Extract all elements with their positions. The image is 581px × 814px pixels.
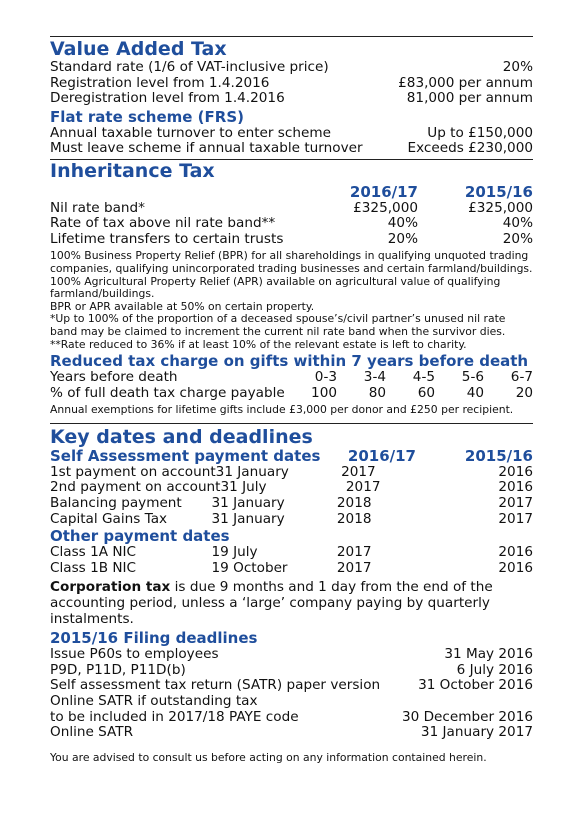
other-table bbox=[50, 545, 533, 576]
sa-table bbox=[50, 465, 533, 527]
filing-table bbox=[50, 647, 533, 741]
iht-row: Lifetime transfers to certain trusts 20% 20% bbox=[50, 230, 533, 247]
gifts-note: Annual exemptions for lifetime gifts include £3,000 per donor and £250 per recipient. bbox=[50, 403, 514, 417]
other-row: Class 1A NIC 19 July 2017 2016 bbox=[50, 544, 533, 561]
vat-title: Value Added Tax bbox=[50, 38, 227, 60]
filing-row: Self assessment tax return (SATR) paper version 31 October 2016 bbox=[50, 677, 533, 694]
iht-year-header bbox=[50, 182, 533, 201]
section-rule bbox=[50, 423, 533, 424]
gifts-row: % of full death tax charge payable 100 80 60 40 20 bbox=[50, 384, 533, 401]
iht-notes bbox=[50, 250, 533, 351]
disclaimer: You are advised to consult us before acting on any information contained herein. bbox=[50, 750, 487, 764]
frs-title: Flat rate scheme (FRS) bbox=[50, 107, 244, 126]
sa-row: Capital Gains Tax 31 January 2018 2017 bbox=[50, 510, 533, 527]
vat-row: Deregistration level from 1.4.2016 81,000 per annum bbox=[50, 90, 533, 107]
sa-title: Self Assessment payment dates bbox=[50, 446, 321, 465]
iht-table bbox=[50, 201, 533, 248]
gifts-title: Reduced tax charge on gifts within 7 years before death bbox=[50, 352, 529, 371]
filing-row: Issue P60s to employees 31 May 2016 bbox=[50, 646, 533, 663]
gifts-table bbox=[50, 370, 533, 401]
iht-note: BPR or APR available at 50% on certain property. bbox=[50, 299, 315, 313]
iht-note: *Up to 100% of the proportion of a deceased spouse’s/civil partner’s unused nil rate band may be claimed to increment the current nil rate band when the survivor dies. bbox=[50, 312, 506, 338]
sa-row: 2nd payment on account 31 July 2017 2016 bbox=[50, 479, 533, 496]
sa-row: Balancing payment 31 January 2018 2017 bbox=[50, 495, 533, 512]
iht-year1: 2016/17 bbox=[349, 182, 418, 201]
gifts-row: Years before death 0-3 3-4 4-5 5-6 6-7 bbox=[50, 369, 533, 386]
filing-row: to be included in 2017/18 PAYE code 30 December 2016 bbox=[50, 708, 533, 725]
iht-row: Nil rate band* £325,000 £325,000 bbox=[50, 199, 533, 216]
iht-title: Inheritance Tax bbox=[50, 159, 215, 182]
other-title: Other payment dates bbox=[50, 527, 230, 546]
sa-header bbox=[50, 448, 533, 465]
frs-row: Annual taxable turnover to enter scheme Up to £150,000 bbox=[50, 124, 533, 141]
corp-text: is due 9 months and 1 day from the end of the accounting period, unless a ‘large’ company paying by quarterly instalments. bbox=[50, 579, 493, 627]
other-row: Class 1B NIC 19 October 2017 2016 bbox=[50, 559, 533, 576]
tax-card bbox=[50, 36, 533, 764]
sa-year2: 2015/16 bbox=[464, 446, 533, 465]
vat-row: Registration level from 1.4.2016 £83,000 per annum bbox=[50, 74, 533, 91]
sa-year1: 2016/17 bbox=[347, 446, 416, 465]
vat-table bbox=[50, 60, 533, 107]
frs-row: Must leave scheme if annual taxable turnover Exceeds £230,000 bbox=[50, 140, 533, 157]
filing-title: 2015/16 Filing deadlines bbox=[50, 629, 258, 648]
iht-row: Rate of tax above nil rate band** 40% 40% bbox=[50, 215, 533, 232]
filing-row: Online SATR if outstanding tax bbox=[50, 693, 258, 709]
sa-row: 1st payment on account 31 January 2017 2016 bbox=[50, 463, 533, 480]
iht-year2: 2015/16 bbox=[464, 182, 533, 201]
iht-note: 100% Agricultural Property Relief (APR) available on agricultural value of qualifying farmland/buildings. bbox=[50, 274, 501, 301]
dates-title: Key dates and deadlines bbox=[50, 425, 313, 448]
filing-row: Online SATR 31 January 2017 bbox=[50, 724, 533, 741]
corporation-tax-note bbox=[50, 580, 533, 627]
frs-table bbox=[50, 126, 533, 157]
section-rule bbox=[50, 36, 533, 37]
vat-row: Standard rate (1/6 of VAT-inclusive price) 20% bbox=[50, 59, 533, 75]
iht-note: 100% Business Property Relief (BPR) for all shareholdings in qualifying unquoted trading companies, qualifying unincorporated trading businesses and certain farmland/buildings. bbox=[50, 249, 533, 275]
corp-bold: Corporation tax bbox=[50, 579, 171, 596]
filing-row: P9D, P11D, P11D(b) 6 July 2016 bbox=[50, 661, 533, 678]
iht-note: **Rate reduced to 36% if at least 10% of the relevant estate is left to charity. bbox=[50, 337, 467, 351]
